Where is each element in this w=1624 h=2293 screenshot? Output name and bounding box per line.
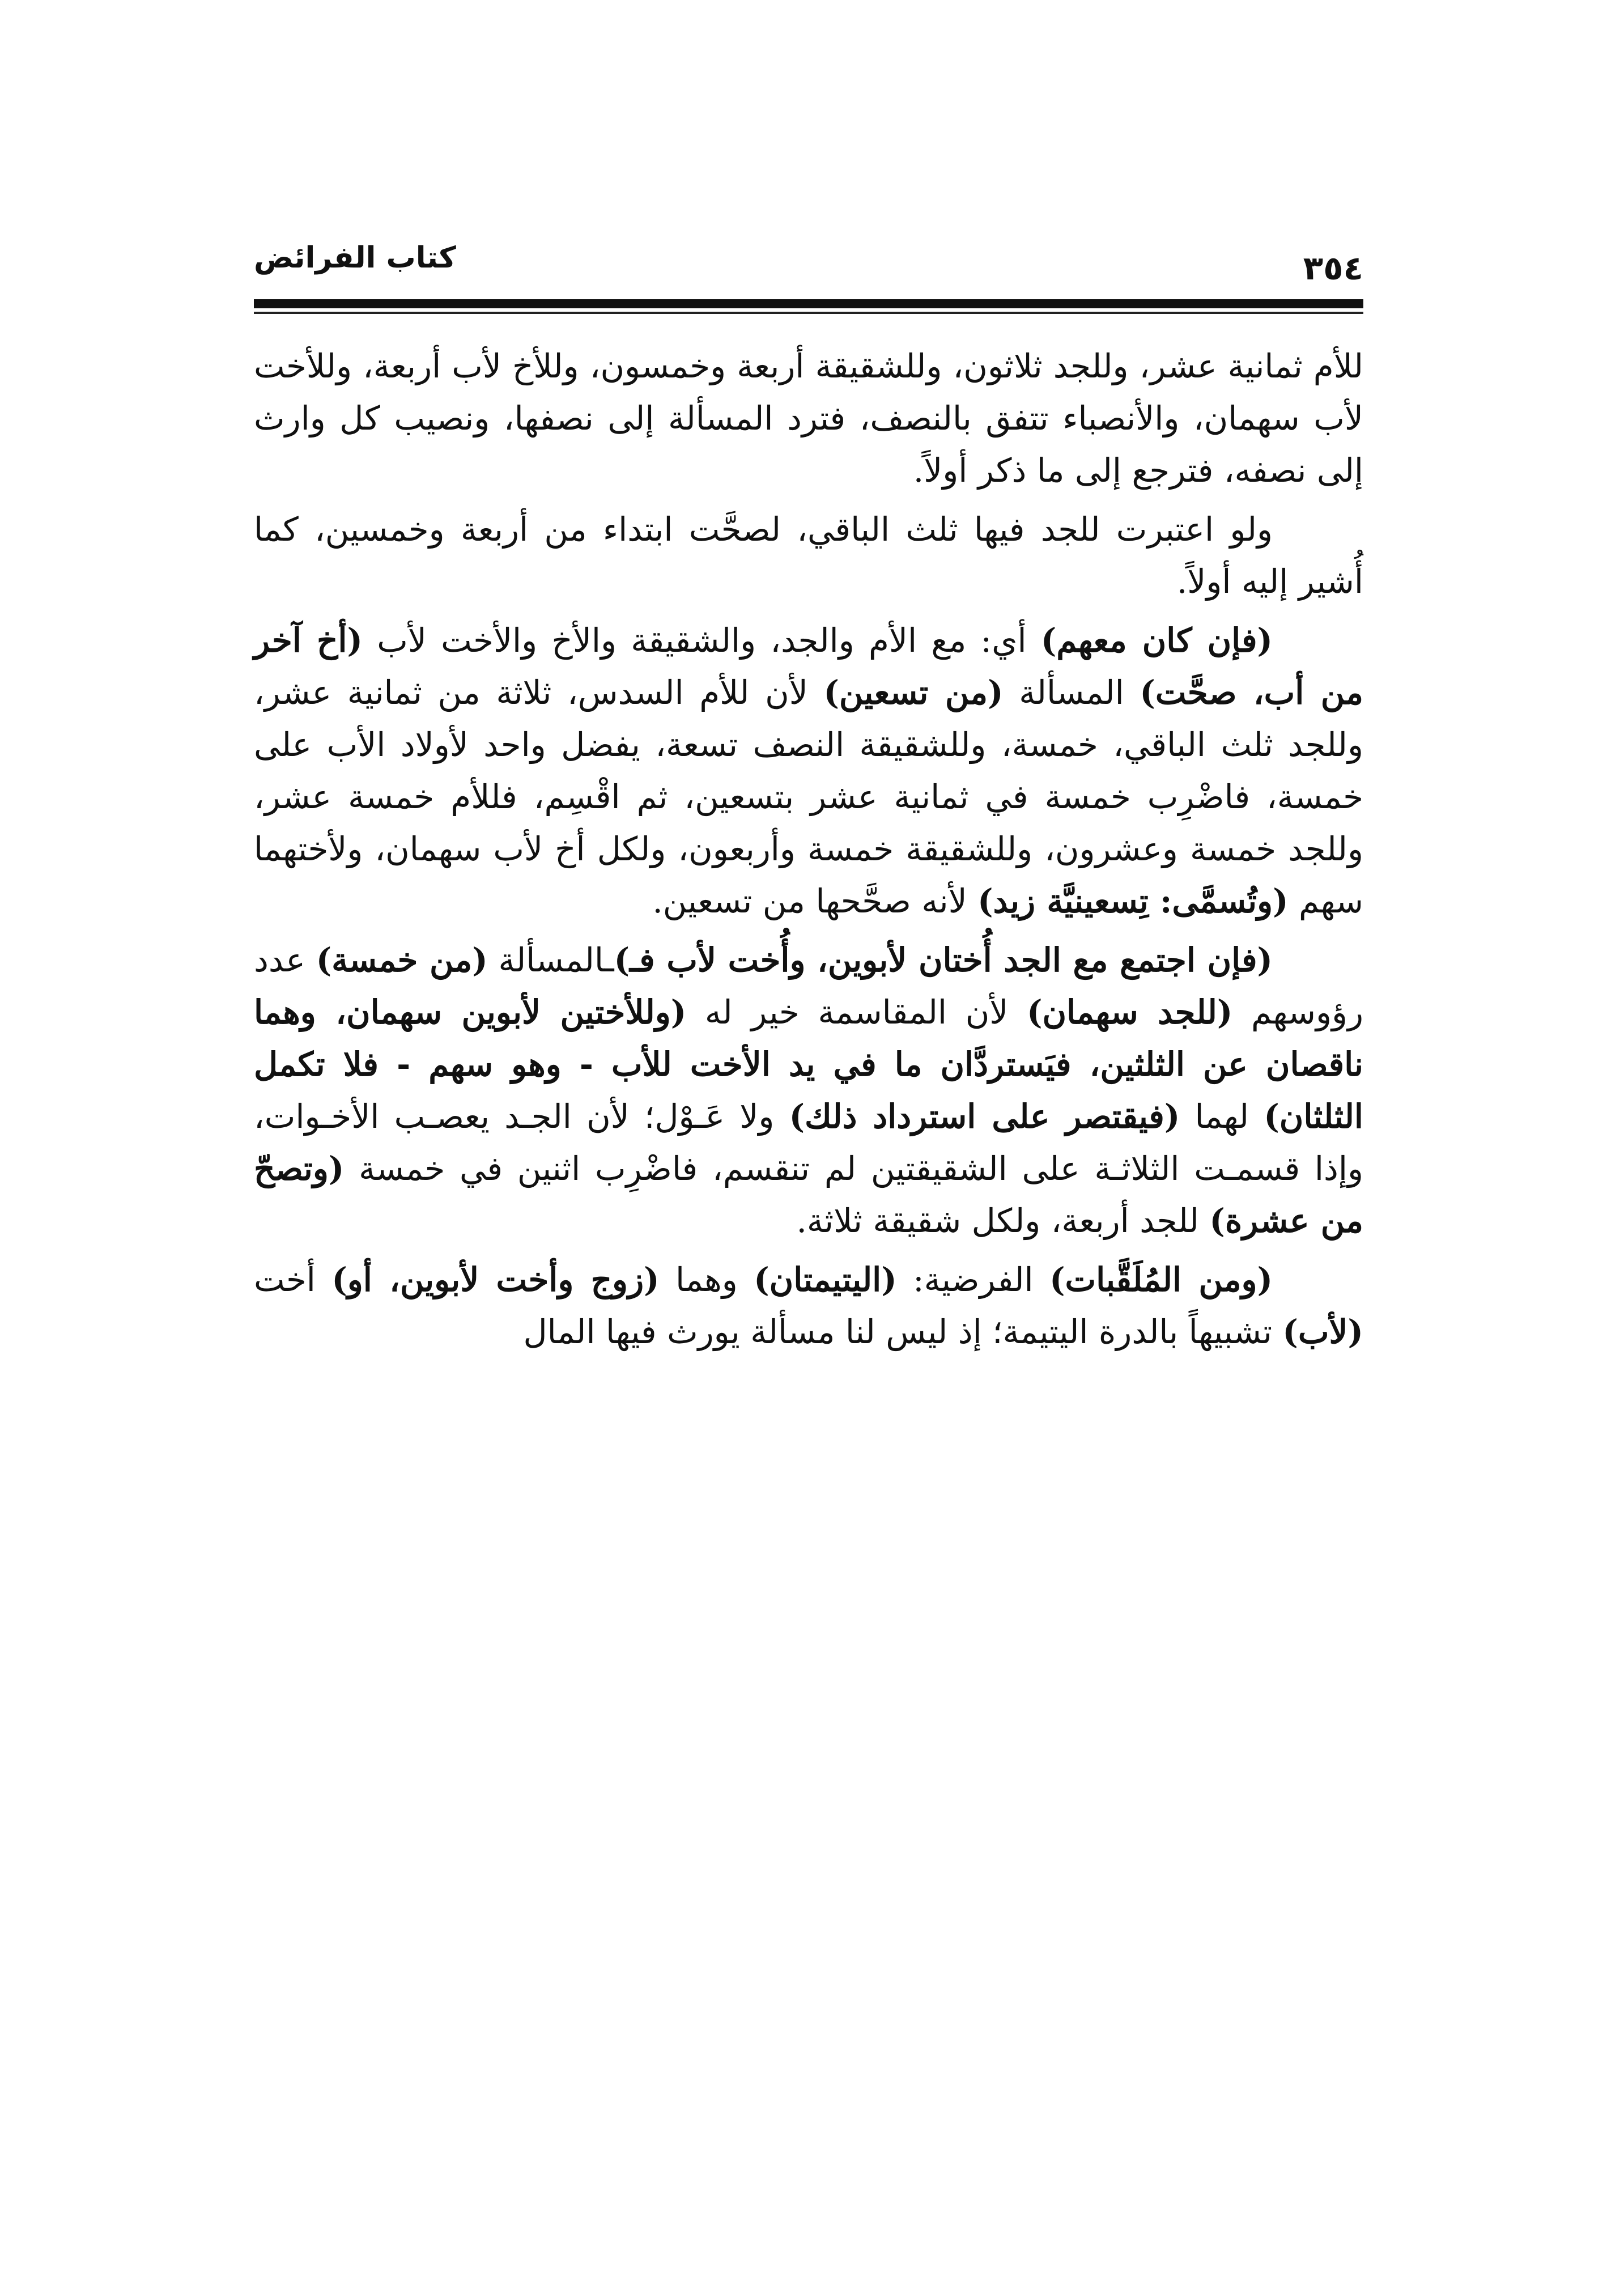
paragraph (254, 934, 1363, 1247)
text-segment: المسألة (1003, 673, 1140, 712)
text-segment: ولو اعتبرت للجد فيها ثلث الباقي، لصحَّت ابتداء من أربعة وخمسين، كما أُشير إليه أولاً. (254, 510, 1363, 601)
running-header (254, 238, 1363, 287)
bold-segment: (لأب) (1282, 1313, 1363, 1351)
paragraph (254, 503, 1363, 608)
text-segment: أخت (254, 1260, 332, 1299)
paragraph (254, 1254, 1363, 1358)
main-text (254, 340, 1363, 1365)
text-segment: الفرضية: (896, 1260, 1050, 1299)
text-segment: لأنه صحَّحها من تسعين. (652, 882, 978, 920)
bold-segment: (أخ آخر من أب، صحَّت) (254, 621, 1363, 712)
bold-segment: (وللأختين لأبوين سهمان، وهما ناقصان عن الثلثين، فيَستردَّان ما في يد الأخت للأب - وهو سهم - فلا تكمل الثلثان) (254, 993, 1364, 1136)
paragraph (254, 340, 1363, 496)
paragraph (254, 614, 1363, 927)
text-segment: للأم ثمانية عشر، وللجد ثلاثون، وللشقيقة أربعة وخمسون، وللأخ لأب أربعة، وللأخت لأب سهمان، والأنصباء تتفق بالنصف، فترد المسألة إلى نصفها، ونصيب كل وارث إلى نصفه، فترجع إلى ما ذكر أولاً. (254, 347, 1363, 490)
bold-segment: (فإن اجتمع مع الجد أُختان لأبوين، وأُخت لأب فـ) (614, 941, 1273, 979)
book-title: كتاب الفرائض (254, 241, 456, 275)
bold-segment: (اليتيمتان) (754, 1260, 897, 1299)
text-segment: لهما (1180, 1097, 1264, 1136)
header-rule (254, 299, 1363, 308)
bold-segment: (فيقتصر على استرداد ذلك) (789, 1097, 1180, 1136)
bold-segment: (فإن كان معهم) (1040, 621, 1273, 660)
text-segment: وهما (659, 1260, 754, 1299)
text-segment: ـالمسألة (487, 941, 614, 979)
bold-segment: (ومن المُلَقَّبات) (1049, 1260, 1273, 1299)
text-segment: ولا عَـوْل؛ لأن الجـد يعصـب الأخـوات، وإذا قسمـت الثلاثـة على الشقيقتين لم تنقسم، فاضْرِب اثنين في خمسة (254, 1097, 1363, 1188)
bold-segment: (من خمسة) (316, 941, 488, 979)
text-segment: تشبيهاً بالدرة اليتيمة؛ إذ ليس لنا مسألة يورث فيها المال (523, 1313, 1283, 1351)
text-segment: للجد أربعة، ولكل شقيقة ثلاثة. (796, 1201, 1210, 1240)
bold-segment: (وتُسمَّى: تِسعينيَّة زيد) (977, 882, 1289, 920)
header-rule-thin (254, 312, 1363, 314)
page-number: ٣٥٤ (1303, 249, 1363, 287)
bold-segment: (زوج وأخت لأبوين، أو) (331, 1260, 660, 1299)
text-segment: عدد رؤوسهم (254, 941, 1363, 1031)
text-segment: أي: مع الأم والجد، والشقيقة والأخ والأخت لأب (362, 621, 1041, 660)
bold-segment: (وتصحّ من عشرة) (254, 1149, 1363, 1240)
bold-segment: (من تسعين) (823, 673, 1004, 712)
text-segment: لأن للأم السدس، ثلاثة من ثمانية عشر، وللجد ثلث الباقي، خمسة، وللشقيقة النصف تسعة، يفضل واحد لأولاد الأب على خمسة، فاضْرِب خمسة في ثمانية عشر بتسعين، ثم اقْسِم، فللأم خمسة عشر، وللجد خمسة وعشرون، وللشقيقة خمسة وأربعون، ولكل أخ لأب سهمان، ولأختهما سهم (254, 673, 1363, 920)
text-segment: لأن المقاسمة خير له (686, 993, 1027, 1031)
bold-segment: (للجد سهمان) (1027, 993, 1233, 1031)
